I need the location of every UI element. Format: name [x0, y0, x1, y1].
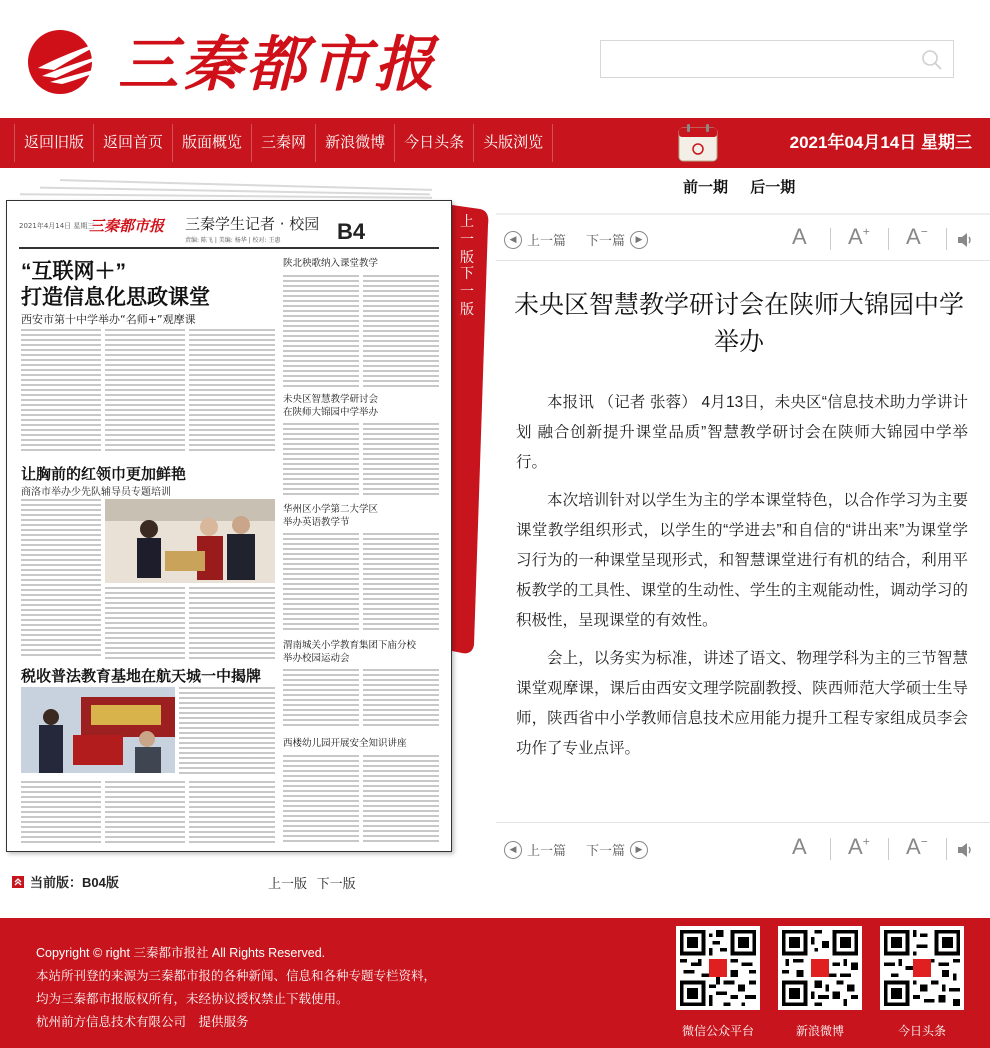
site-footer: [0, 918, 990, 1048]
paper-text-block: [21, 499, 101, 659]
paper-side-headline-weinan[interactable]: 渭南城关小学教育集团下庙分校 举办校园运动会: [283, 640, 417, 664]
speaker-icon[interactable]: [956, 231, 974, 249]
paper-editors: 责编: 陈飞 | 美编: 杨华 | 校对: 王惠: [185, 237, 281, 244]
nav-item-sina-weibo[interactable]: 新浪微博: [316, 124, 395, 162]
nav-menu: [14, 124, 553, 162]
qr-label-wechat: 微信公众平台: [681, 1024, 754, 1038]
paper-text-block: [283, 423, 359, 497]
paper-text-block: [189, 587, 275, 659]
side-next-page-link[interactable]: 下一版: [460, 265, 474, 317]
article-body: [516, 388, 968, 772]
paper-side-headline-yangge[interactable]: 陕北秧歌纳入课堂教学: [283, 258, 379, 269]
current-date: 2021年04月14日 星期三: [789, 133, 972, 152]
speaker-icon[interactable]: [956, 841, 974, 859]
nav-item-sanqin-net[interactable]: 三秦网: [252, 124, 316, 162]
logo-text: 三秦都市报: [118, 30, 438, 100]
paper-text-block: [363, 669, 439, 729]
paper-page-number: B4: [337, 219, 366, 244]
nav-item-toutiao[interactable]: 今日头条: [395, 124, 474, 162]
next-article-label: 下一篇: [586, 843, 626, 858]
qr-code-icon: [676, 926, 760, 1010]
period-nav: [683, 176, 813, 197]
paper-text-block: [283, 669, 359, 729]
toolbar-divider: [830, 228, 831, 250]
current-page-label: 当前版：: [30, 875, 83, 890]
qr-code-icon: [880, 926, 964, 1010]
chevron-right-icon: ▶: [630, 231, 648, 249]
nav-item-front-page[interactable]: 头版浏览: [474, 124, 553, 162]
toolbar-rule: [496, 822, 990, 823]
font-decrease-button[interactable]: A−: [906, 224, 928, 249]
nav-item-old-version[interactable]: 返回旧版: [14, 124, 94, 162]
article-title: 未央区智慧教学研讨会在陕师大锦园中学举办: [513, 290, 964, 356]
article-paragraph: 本次培训针对以学生为主的学本课堂特色，以合作学习为主要课堂教学组织形式，以学生的“学进去”和自信的“讲出来”为课堂学习行为的一种课堂呈现形式，和智慧课堂进行有机的结合，利用平板教学的工具性、课堂的生动性、学生的主观能动性，调动学习的积极性，呈现课堂的有效性。: [516, 492, 968, 629]
paper-text-block: [189, 781, 275, 843]
paper-subhead-internet[interactable]: 西安市第十中学举办“名师+”观摩课: [21, 313, 196, 326]
paper-text-block: [105, 781, 185, 843]
font-increase-button[interactable]: A+: [848, 834, 870, 859]
paper-text-block: [363, 275, 439, 387]
footer-line: 杭州前方信息技术有限公司 提供服务: [36, 1015, 249, 1029]
nav-item-home[interactable]: 返回首页: [94, 124, 173, 162]
footer-line: Copyright © right 三秦都市报社 All Rights Reserved.: [36, 946, 326, 960]
calendar-icon[interactable]: [676, 122, 720, 164]
paper-text-block: [189, 329, 275, 453]
prev-issue-link[interactable]: 前一期: [683, 179, 729, 196]
paper-text-block: [105, 329, 185, 453]
prev-article-label: 上一篇: [527, 843, 567, 858]
font-increase-label: A: [848, 224, 863, 249]
prev-article-button[interactable]: [504, 230, 566, 249]
article-paragraph: 本报讯 （记者 张蓉） 4月13日，未央区“信息技术助力学讲计划 融合创新提升课堂品质”智慧教学研讨会在陕师大锦园中学举行。: [516, 394, 968, 471]
toolbar-divider: [946, 838, 947, 860]
nav-item-overview[interactable]: 版面概览: [173, 124, 252, 162]
double-up-arrow-icon: [12, 876, 24, 888]
chevron-left-icon: ◀: [504, 231, 522, 249]
main-nav-bar: [0, 118, 990, 168]
font-decrease-label: A: [906, 224, 921, 249]
font-decrease-button[interactable]: A−: [906, 834, 928, 859]
paper-photo-ceremony[interactable]: [105, 499, 275, 583]
paper-date: 2021年4月14日 星期三: [19, 222, 95, 230]
chevron-left-icon: ◀: [504, 841, 522, 859]
side-prev-page-link[interactable]: 上一版: [460, 213, 474, 265]
paper-text-block: [283, 755, 359, 845]
prev-page-link[interactable]: 上一版: [268, 876, 308, 891]
paper-rule: [19, 247, 439, 249]
toolbar-divider: [830, 838, 831, 860]
current-page-indicator: [12, 872, 119, 891]
toolbar-divider: [888, 838, 889, 860]
paper-text-block: [283, 533, 359, 631]
article-paragraph: 会上，以务实为标准，讲述了语文、物理学科为主的三节智慧课堂观摩课，课后由西安文理学院副教授、陕西师范大学硕士生导师，陕西省中小学教师信息技术应用能力提升工程专家组成员李会功作了专业点评。: [516, 650, 968, 757]
logo-sun-icon: [20, 24, 116, 96]
paper-headline-tax[interactable]: 税收普法教育基地在航天城一中揭牌: [21, 668, 262, 685]
paper-text-block: [21, 781, 101, 843]
qr-label-toutiao: 今日头条: [897, 1024, 946, 1038]
search-box: [600, 40, 954, 78]
next-article-button[interactable]: [586, 230, 648, 249]
font-increase-label: A: [848, 834, 863, 859]
font-normal-button[interactable]: A: [792, 224, 807, 249]
footer-line: 均为三秦都市报版权所有，未经协议授权禁止下载使用。: [36, 992, 349, 1006]
next-article-label: 下一篇: [586, 233, 626, 248]
toolbar-divider: [946, 228, 947, 250]
font-decrease-label: A: [906, 834, 921, 859]
prev-article-button[interactable]: [504, 840, 566, 859]
paper-text-block: [21, 329, 101, 453]
site-logo[interactable]: [20, 20, 438, 100]
paper-text-block: [363, 533, 439, 631]
article-toolbar-top: [496, 218, 990, 262]
paper-side-headline-weiyang[interactable]: 未央区智慧教学研讨会 在陕师大锦园中学举办: [283, 394, 379, 418]
qr-wechat[interactable]: [676, 926, 760, 1039]
paper-section-title: 三秦学生记者 · 校园: [185, 215, 320, 233]
paper-headline-scarf[interactable]: 让胸前的红领巾更加鲜艳: [21, 466, 187, 483]
prev-article-label: 上一篇: [527, 233, 567, 248]
paper-subhead-scarf[interactable]: 商洛市举办少先队辅导员专题培训: [21, 487, 171, 498]
paper-headline-internet[interactable]: “互联网＋” 打造信息化思政课堂: [21, 260, 210, 309]
paper-text-block: [105, 587, 185, 659]
qr-code-icon: [778, 926, 862, 1010]
paper-text-block: [179, 687, 275, 777]
chevron-right-icon: ▶: [630, 841, 648, 859]
next-issue-link[interactable]: 后一期: [750, 179, 796, 196]
paper-text-block: [363, 423, 439, 497]
search-input[interactable]: [601, 41, 901, 77]
article-toolbar-bottom: [496, 828, 990, 872]
font-increase-button[interactable]: A+: [848, 224, 870, 249]
toolbar-divider: [888, 228, 889, 250]
search-icon[interactable]: [921, 49, 943, 71]
qr-label-weibo: 新浪微博: [795, 1024, 844, 1038]
qr-weibo[interactable]: [778, 926, 862, 1039]
qr-toutiao[interactable]: [880, 926, 964, 1039]
font-normal-button[interactable]: A: [792, 834, 807, 859]
article-top-rule: [496, 213, 990, 215]
newspaper-page-preview[interactable]: [6, 200, 452, 852]
page-links: [268, 873, 362, 892]
footer-line: 本站所刊登的来源为三秦都市报的各种新闻、信息和各种专题专栏资料，: [36, 969, 437, 983]
paper-logo: 三秦都市报: [89, 217, 165, 235]
toolbar-rule: [496, 260, 990, 261]
current-page-value: B04版: [82, 875, 119, 890]
footer-copyright: [36, 942, 436, 1034]
paper-text-block: [363, 755, 439, 845]
next-page-link[interactable]: 下一版: [316, 876, 356, 891]
paper-side-headline-huazhou[interactable]: 华州区小学第二大学区 举办英语教学节: [283, 504, 379, 528]
site-header: [0, 0, 990, 118]
next-article-button[interactable]: [586, 840, 648, 859]
paper-text-block: [283, 275, 359, 387]
paper-side-headline-xilou[interactable]: 西楼幼儿园开展安全知识讲座: [283, 738, 407, 749]
paper-photo-unveiling[interactable]: [21, 687, 175, 773]
paper-masthead: [19, 215, 439, 245]
